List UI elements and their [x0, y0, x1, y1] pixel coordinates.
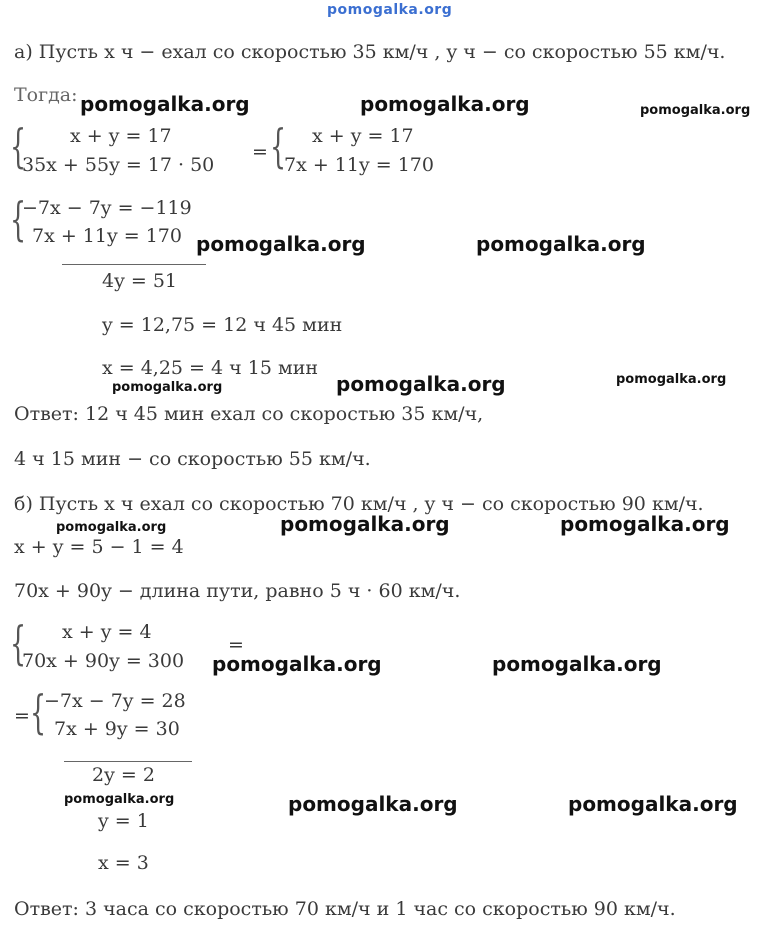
equation: 7x + 11y = 170	[32, 225, 182, 247]
equation: x = 3	[98, 852, 149, 874]
watermark: pomogalka.org	[568, 792, 738, 816]
part-a-intro: а) Пусть x ч − ехал со скоростью 35 км/ч , y ч − со скоростью 55 км/ч.	[14, 41, 726, 63]
part-b-intro: б) Пусть x ч ехал со скоростью 70 км/ч , y ч − со скоростью 90 км/ч.	[14, 493, 704, 515]
watermark: pomogalka.org	[560, 512, 730, 536]
watermark: pomogalka.org	[640, 103, 751, 118]
watermark: pomogalka.org	[360, 92, 530, 116]
equals-sign: =	[252, 141, 268, 163]
part-a-then: Тогда:	[14, 84, 78, 106]
equation: 70x + 90y = 300	[22, 650, 185, 672]
watermark: pomogalka.org	[476, 232, 646, 256]
answer-a-line1: Ответ: 12 ч 45 мин ехал со скоростью 35 км/ч,	[14, 403, 484, 425]
brace: {	[30, 685, 47, 739]
watermark-top: pomogalka.org	[327, 2, 453, 18]
equation: x + y = 5 − 1 = 4	[14, 536, 184, 558]
answer-b: Ответ: 3 часа со скоростью 70 км/ч и 1 час со скоростью 90 км/ч.	[14, 898, 676, 920]
equation: x + y = 17	[312, 125, 414, 147]
sum-line	[62, 264, 206, 265]
equation: x + y = 4	[62, 621, 152, 643]
watermark: pomogalka.org	[112, 380, 223, 395]
equals-sign: =	[14, 705, 30, 727]
equation: 7x + 9y = 30	[54, 718, 180, 740]
watermark: pomogalka.org	[336, 372, 506, 396]
watermark: pomogalka.org	[196, 232, 366, 256]
brace: {	[10, 192, 27, 246]
equation: 70x + 90y − длина пути, равно 5 ч · 60 км/ч.	[14, 580, 461, 602]
brace: {	[270, 119, 287, 173]
watermark: pomogalka.org	[80, 92, 250, 116]
watermark: pomogalka.org	[212, 652, 382, 676]
equals-sign: =	[228, 634, 244, 656]
equation: y = 12,75 = 12 ч 45 мин	[102, 314, 343, 336]
equation: x = 4,25 = 4 ч 15 мин	[102, 357, 319, 379]
watermark: pomogalka.org	[280, 512, 450, 536]
watermark: pomogalka.org	[64, 792, 175, 807]
brace: {	[10, 616, 27, 670]
equation: −7x − 7y = 28	[44, 690, 186, 712]
answer-a-line2: 4 ч 15 мин − со скоростью 55 км/ч.	[14, 448, 371, 470]
watermark: pomogalka.org	[616, 372, 727, 387]
equation: −7x − 7y = −119	[22, 197, 192, 219]
equation: 7x + 11y = 170	[284, 154, 434, 176]
equation: y = 1	[98, 810, 149, 832]
equation: 35x + 55y = 17 · 50	[22, 154, 215, 176]
sum-line	[64, 761, 192, 762]
equation: x + y = 17	[70, 125, 172, 147]
watermark: pomogalka.org	[56, 520, 167, 535]
watermark: pomogalka.org	[288, 792, 458, 816]
equation: 2y = 2	[92, 764, 155, 786]
brace: {	[10, 119, 27, 173]
equation: 4y = 51	[102, 270, 177, 292]
watermark: pomogalka.org	[492, 652, 662, 676]
